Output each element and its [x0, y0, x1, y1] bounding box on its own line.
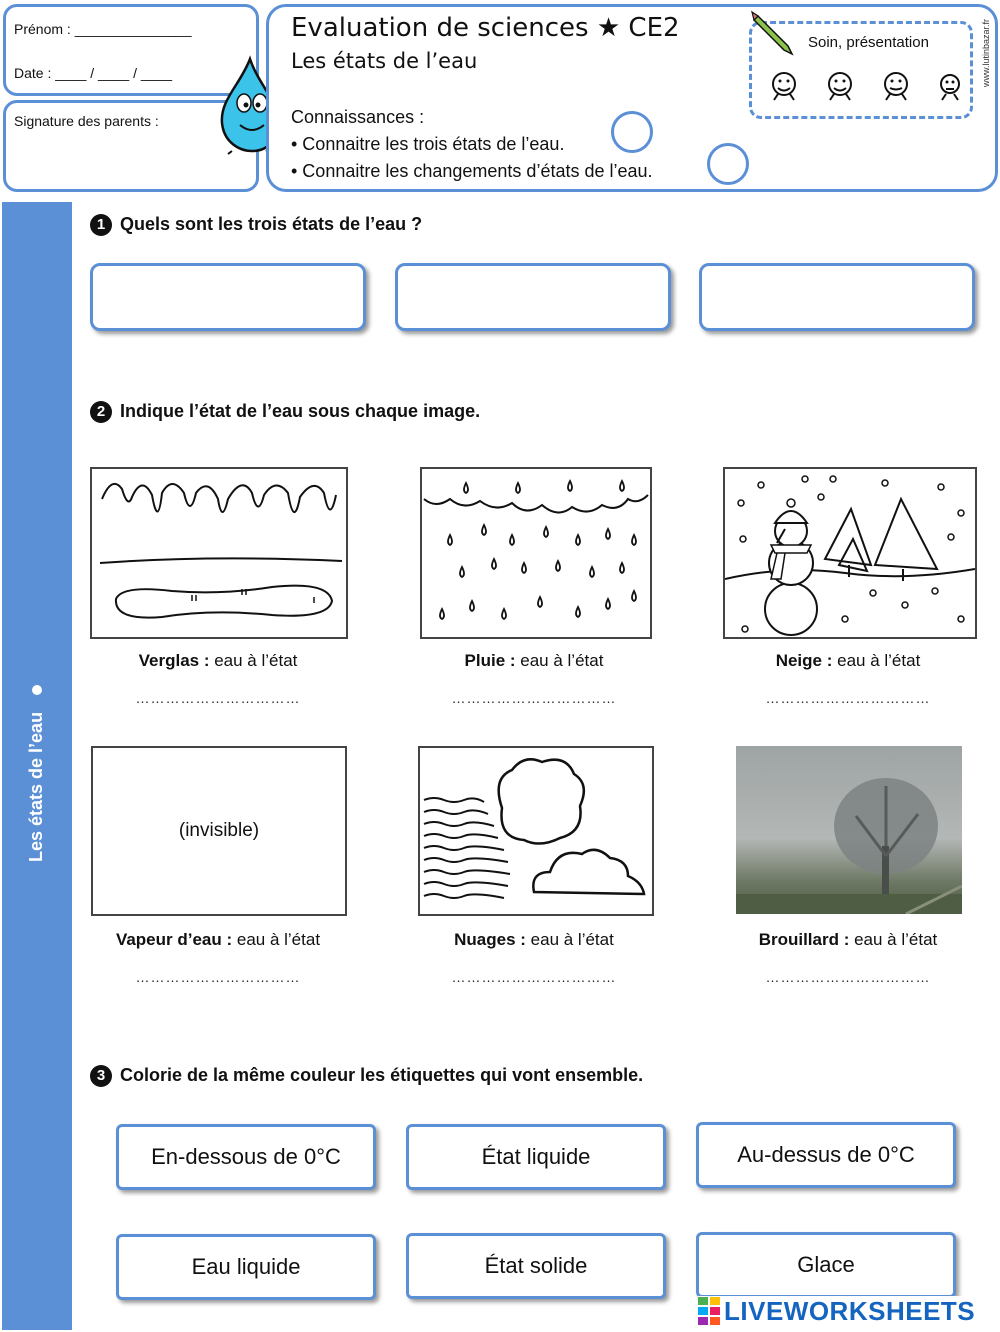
connaissances-label: Connaissances : [291, 107, 425, 127]
vapeur-answer-line[interactable]: …………………………… [135, 969, 301, 985]
date-field[interactable]: Date : ____ / ____ / ____ [14, 65, 173, 81]
brouillard-bold: Brouillard : [758, 930, 850, 949]
brouillard-rest: eau à l’état [849, 930, 938, 949]
nuages-bold: Nuages : [454, 930, 526, 949]
pluie-answer-line[interactable]: …………………………… [451, 690, 617, 706]
question-3-number: 3 [90, 1065, 112, 1087]
question-3 [90, 1065, 643, 1087]
snowman-icon [725, 469, 975, 637]
pluie-caption [396, 651, 672, 671]
question-2-number: 2 [90, 401, 112, 423]
credit-text: www.lutinbazar.fr [981, 18, 991, 87]
neige-answer-line[interactable]: …………………………… [765, 690, 931, 706]
neige-bold: Neige : [775, 651, 833, 670]
objective-2-circle[interactable] [707, 143, 749, 185]
verglas-caption [80, 651, 356, 671]
verglas-image [90, 467, 348, 639]
sidebar-label [26, 602, 47, 862]
verglas-bold: Verglas : [138, 651, 210, 670]
watermark-text: LIVEWORKSHEETS [724, 1295, 976, 1326]
state-answer-box-3[interactable] [699, 263, 975, 331]
title-box [266, 4, 998, 192]
liveworksheets-logo-icon [698, 1297, 720, 1325]
vapeur-bold: Vapeur d’eau : [115, 930, 233, 949]
question-1 [90, 214, 422, 236]
question-3-text: Colorie de la même couleur les étiquettes qui vont ensemble. [120, 1065, 644, 1085]
nuages-image [418, 746, 654, 916]
neige-rest: eau à l’état [832, 651, 921, 670]
verglas-answer-line[interactable]: …………………………… [135, 690, 301, 706]
brouillard-caption [710, 930, 986, 950]
smiley-faces-icon[interactable] [760, 64, 960, 108]
nuages-caption [396, 930, 672, 950]
label-glace[interactable]: Glace [696, 1232, 956, 1298]
prenom-field[interactable]: Prénom : _______________ [14, 21, 192, 37]
pluie-bold: Pluie : [464, 651, 516, 670]
state-answer-box-1[interactable] [90, 263, 366, 331]
rain-icon [422, 469, 650, 637]
question-1-text: Quels sont les trois états de l’eau ? [120, 214, 423, 234]
sidebar [2, 202, 72, 1330]
verglas-rest: eau à l’état [209, 651, 298, 670]
liveworksheets-watermark [698, 1296, 975, 1326]
pluie-image [420, 467, 652, 639]
vapeur-caption [80, 930, 356, 950]
question-2-text: Indique l’état de l’eau sous chaque image. [120, 401, 481, 421]
vapeur-image [91, 746, 347, 916]
neige-caption [710, 651, 986, 671]
state-answer-box-2[interactable] [395, 263, 671, 331]
objective-1: • Connaitre les trois états de l’eau. [291, 134, 565, 154]
label-etat-liquide[interactable]: État liquide [406, 1124, 666, 1190]
label-eau-liquide[interactable]: Eau liquide [116, 1234, 376, 1300]
soin-box [749, 21, 973, 119]
invisible-text: (invisible) [178, 820, 260, 841]
pencil-icon [748, 10, 798, 60]
label-en-dessous[interactable]: En-dessous de 0°C [116, 1124, 376, 1190]
label-au-dessus[interactable]: Au-dessus de 0°C [696, 1122, 956, 1188]
sidebar-label-text: Les états de l’eau [26, 711, 46, 862]
objective-2: • Connaitre les changements d’états de l’eau. [291, 161, 653, 181]
question-2 [90, 401, 480, 423]
page-subtitle: Les états de l’eau [291, 49, 478, 73]
vapeur-rest: eau à l’état [232, 930, 321, 949]
objective-1-circle[interactable] [611, 111, 653, 153]
brouillard-answer-line[interactable]: …………………………… [765, 969, 931, 985]
nuages-answer-line[interactable]: …………………………… [451, 969, 617, 985]
question-1-number: 1 [90, 214, 112, 236]
soin-label: Soin, présentation [808, 34, 929, 51]
brouillard-image [736, 746, 962, 914]
pluie-rest: eau à l’état [515, 651, 604, 670]
clouds-icon [420, 748, 652, 914]
neige-image [723, 467, 977, 639]
nuages-rest: eau à l’état [525, 930, 614, 949]
foggy-tree-icon [736, 746, 962, 914]
sidebar-dot-icon [32, 685, 42, 695]
label-etat-solide[interactable]: État solide [406, 1233, 666, 1299]
signature-label: Signature des parents : [14, 113, 159, 129]
page-title: Evaluation de sciences ★ CE2 [291, 13, 680, 43]
icicles-icon [92, 469, 346, 637]
